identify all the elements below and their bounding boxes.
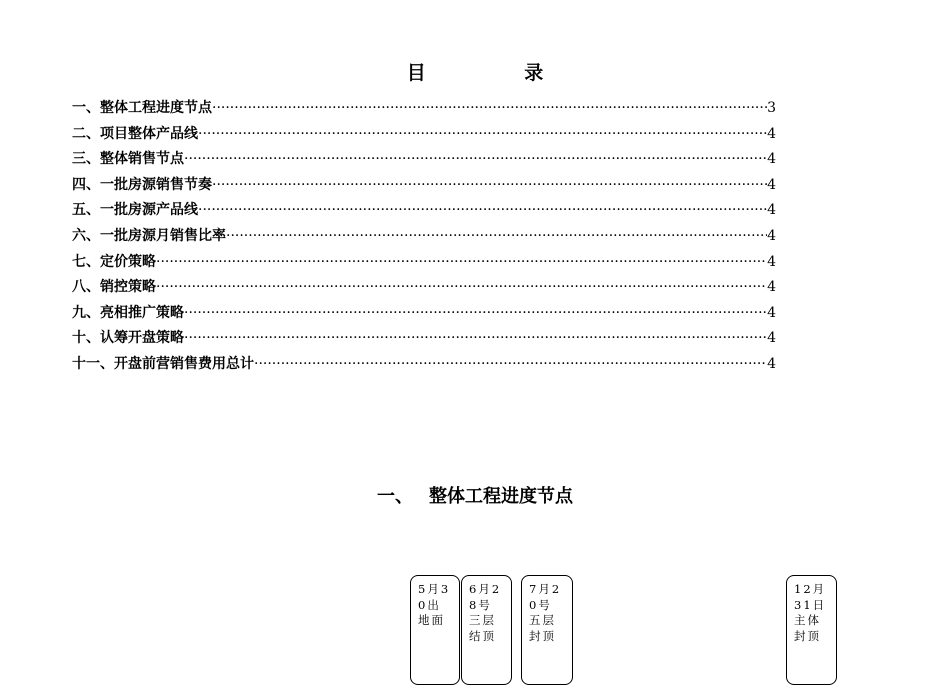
toc-item[interactable] (72, 148, 776, 174)
toc-item-page: 4 (767, 202, 776, 219)
toc-item-label: 三、整体销售节点 (72, 151, 184, 168)
toc-item-page: 4 (767, 253, 776, 270)
toc-item[interactable] (72, 97, 776, 123)
toc-item-label: 六、一批房源月销售比率 (72, 227, 226, 244)
toc-item[interactable] (72, 276, 776, 302)
toc-item[interactable] (72, 251, 776, 277)
milestone-box: 6月28号三层结顶 (461, 575, 512, 685)
toc-leader-dots (212, 177, 767, 193)
toc-leader-dots (156, 279, 767, 295)
toc-title: 目 录 (406, 62, 590, 84)
toc-leader-dots (226, 228, 767, 244)
toc-item-label: 五、一批房源产品线 (72, 202, 198, 219)
toc-item-label: 七、定价策略 (72, 253, 156, 270)
toc-item-label: 九、亮相推广策略 (72, 304, 184, 321)
table-of-contents (72, 97, 776, 379)
toc-leader-dots (212, 100, 767, 116)
toc-leader-dots (156, 254, 767, 270)
section-heading (0, 482, 950, 508)
milestone-box: 7月20号五层封顶 (521, 575, 573, 685)
toc-item-page: 4 (767, 176, 776, 193)
toc-item[interactable] (72, 302, 776, 328)
toc-item[interactable] (72, 174, 776, 200)
section-title: 整体工程进度节点 (429, 486, 573, 507)
toc-item[interactable] (72, 199, 776, 225)
toc-item-label: 二、项目整体产品线 (72, 125, 198, 142)
section-number: 一、 (377, 486, 413, 507)
milestone-box: 5月30出地面 (410, 575, 460, 685)
toc-item-page: 4 (767, 227, 776, 244)
toc-leader-dots (184, 305, 767, 321)
toc-item-page: 4 (767, 151, 776, 168)
toc-item-page: 4 (767, 355, 776, 372)
toc-item-label: 一、整体工程进度节点 (72, 100, 212, 116)
toc-item-page: 4 (767, 125, 776, 142)
toc-item-label: 四、一批房源销售节奏 (72, 176, 212, 193)
toc-item-label: 十、认筹开盘策略 (72, 330, 184, 347)
toc-item-label: 八、销控策略 (72, 279, 156, 296)
toc-item[interactable] (72, 353, 776, 379)
toc-item[interactable] (72, 225, 776, 251)
toc-item-page: 4 (767, 279, 776, 296)
toc-leader-dots (184, 330, 767, 346)
toc-leader-dots (198, 202, 767, 218)
toc-leader-dots (254, 356, 767, 372)
milestone-box: 12月31日主体封顶 (786, 575, 837, 685)
toc-leader-dots (198, 126, 767, 142)
toc-leader-dots (184, 151, 767, 167)
toc-item-label: 十一、开盘前营销售费用总计 (72, 355, 254, 372)
toc-item-page: 4 (767, 304, 776, 321)
toc-item-page: 4 (767, 330, 776, 347)
toc-item-page: 3 (767, 100, 776, 116)
toc-item[interactable] (72, 327, 776, 353)
toc-item[interactable] (72, 123, 776, 149)
